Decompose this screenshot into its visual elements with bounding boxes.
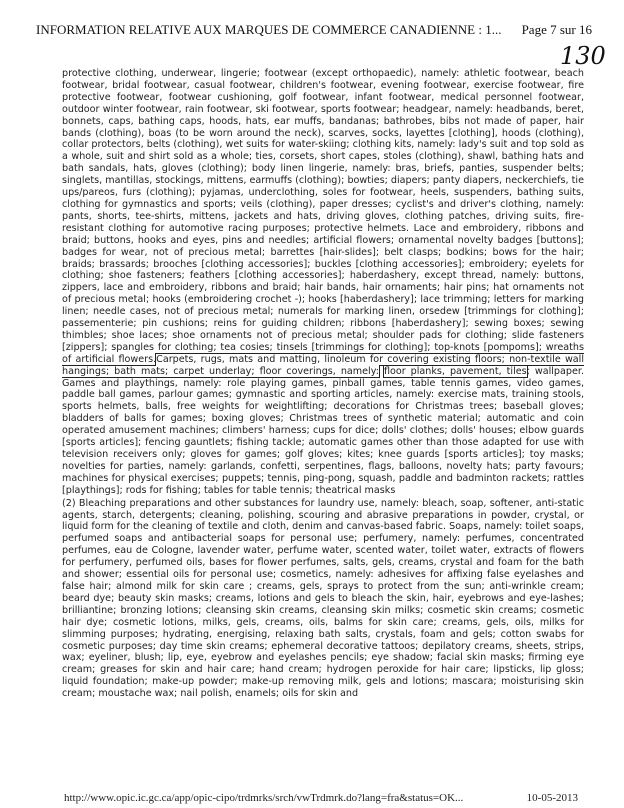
footer-url: http://www.opic.ic.gc.ca/app/opic-cipo/trdmrks/srch/vwTrdmrk.do?lang=fra&status=OK... [64, 792, 464, 804]
paragraph-1 [62, 68, 584, 497]
document-body [62, 68, 584, 780]
paragraph-1-text-b: ; wallpaper. Games and playthings, namely: role playing games, pinball games, table tennis games, video games, paddle ball games, parlour games; gymnastic and sporting articles, namely: exercise mats, training stools, sports helmets, balls, free weights for weightlifting; decorations for Christmas trees; baseball gloves; bladders of balls for games; boxing gloves; Christmas trees of synthetic material; automatic and coin operated amusement machines; climbers' harness; cups for dice; dolls' clothes; dolls' houses; elbow guards [sports articles]; fencing gauntlets; fishing tackle; automatic games other than those adapted for use with television receivers only; gloves for games; golf gloves; kites; knee guards [sports articles]; toy masks; novelties for parties, namely: garlands, confetti, serpentines, flags, balloons, novelty hats; party favours; machines for physical exercises; puppets; tennis, ping-pong, squash, paddle and badminton rackets; rattles [playthings]; rods for fishing; tables for table tennis; theatrical masks [62, 365, 584, 496]
paragraph-2: (2) Bleaching preparations and other substances for laundry use, namely: bleach, soap, softener, anti-static agents, starch, detergents; cleaning, polishing, scouring and abrasive preparations in powder, crystal, or liquid form for the cleaning of textile and cloth, denim and canvas-based fabric. Soaps, namely: toilet soaps, perfumed soaps and antibacterial soaps for personal use; perfumery, namely: perfumes, concentrated perfumes, eau de Cologne, lavender water, perfume water, scented water, toilet water, extracts of flowers for perfumery, perfumed oils, bases for flower perfumes, salts, gels, creams, crystal and foam for the bath and shower; essential oils for personal use; cosmetics, namely: adhesives for affixing false eyelashes and false hair; almond milk for skin care ; creams, gels, sprays to protect from the sun; anti-wrinkle cream; beard dye; beauty skin masks; creams, lotions and gels to bleach the skin, hair, eyebrows and eye-lashes; brilliantine; bronzing lotions; cleansing skin creams, cleansing skin milks; cosmetic skin creams; cosmetic hair dye; cosmetic lotions, milks, gels, creams, oils, balms for skin care; creams, gels, oils, milks for slimming purposes; hydrating, energising, relaxing bath salts, crystals, foam and gels; cotton swabs for cosmetic purposes; day time skin creams; ephemeral decorative tattoos; depilatory creams, sheets, strips, wax; eyeliner, blush; lip, eye, eyebrow and eyelashes pencils; eye shadow; facial skin masks; firming eye cream; greases for skin and hair care; hand cream; hydrogen peroxide for hair care; lipsticks, lip gloss; liquid foundation; make-up powder; make-up removing milk, gels and lotions; mascara; moisturising skin cream; moustache wax; nail polish, enamels; oils for skin and [62, 497, 584, 700]
header-title: INFORMATION RELATIVE AUX MARQUES DE COMMERCE CANADIENNE : 1... [36, 22, 502, 37]
document-header [36, 22, 592, 38]
paragraph-1-text-a: protective clothing, underwear, lingerie; footwear (except orthopaedic), namely: athletic footwear, beach footwear, bridal footwear, casual footwear, children's footwear, evening footwear, exercise footwear, fire protective footwear, footwear cushioning, golf footwear, infant footwear, medical personnel footwear, outdoor winter footwear, rain footwear, ski footwear, sports footwear; headgear, namely: headbands, beret, bonnets, caps, bathing caps, hoods, hats, ear muffs, bandanas; bathrobes, bibs not made of paper, hair bands (clothing), boas (to be worn around the neck), scarves, socks, layettes [clothing], hoods (clothing), collar protectors, belts (clothing), wet suits for water-skiing; clothing kits, namely: lady's suit and top sold as a whole, suit and shirt sold as a whole; ties, corsets, short capes, stoles (clothing), shawl, bathing hats and bath sandals, hats, gloves (clothing); body linen lingerie, namely: bras, briefs, panties, suspender belts; singlets, mantillas, stockings, mittens, earmuffs (clothing); bowties; diapers; panty diapers, neckerchiefs, tie ups/pareos, furs (clothing); pyjamas, underclothing, soles for footwear, heels, suspenders, bathing suits, clothing for gymnastics and sports; veils (clothing), paper dresses; cyclist's and driver's clothing, namely: pants, shorts, tee-shirts, mittens, jackets and hats, driving gloves, clothing patches, driving suits, fire-resistant clothing for automotive racing purposes; protective helmets. Lace and embroidery, ribbons and braid; buttons, hooks and eyes, pins and needles; artificial flowers; ornamental novelty badges [buttons]; badges for wear, not of precious metal; barrettes [hair-slides]; belt clasps; bodkins; bows for the hair; braids; brassards; brooches [clothing accessories]; buckles [clothing accessories]; embroidery; eyelets for clothing; shoe fasteners; feathers [clothing accessories]; haberdashery, except thread, namely: buttons, zippers, lace and embroidery, ribbons and braid; hair bands, hair ornaments; hair pins; hat ornaments not of precious metal; hooks (embroidering crochet -); hooks [haberdashery]; lace trimming; letters for marking linen; needle cases, not of precious metal; numerals for marking linen, orsedew [trimmings for clothing]; passementerie; pin cushions; reins for guiding children; ribbons [haberdashery]; sewing boxes; sewing thimbles; shoe laces; shoe ornaments not of precious metal; shoulder pads for clothing; slide fasteners [zippers]; spangles for clothing; tea cosies; tinsels [trimmings for clothing]; top-knots [pompoms]; wreaths of artificial flowers. [62, 68, 584, 365]
footer-date: 10-05-2013 [526, 792, 578, 804]
page-number: Page 7 sur 16 [521, 22, 592, 37]
boxed-annotation-carpets: Carpets, rugs, mats and matting, linoleum for covering existing floors; non-textile wall hangings; bath mats; carpet underlay; floor coverings, namely: [62, 353, 584, 377]
handwritten-page-number: 130 [560, 42, 606, 70]
boxed-annotation-floor-planks: floor planks, pavement, tiles [383, 365, 527, 377]
document-footer [64, 792, 578, 804]
